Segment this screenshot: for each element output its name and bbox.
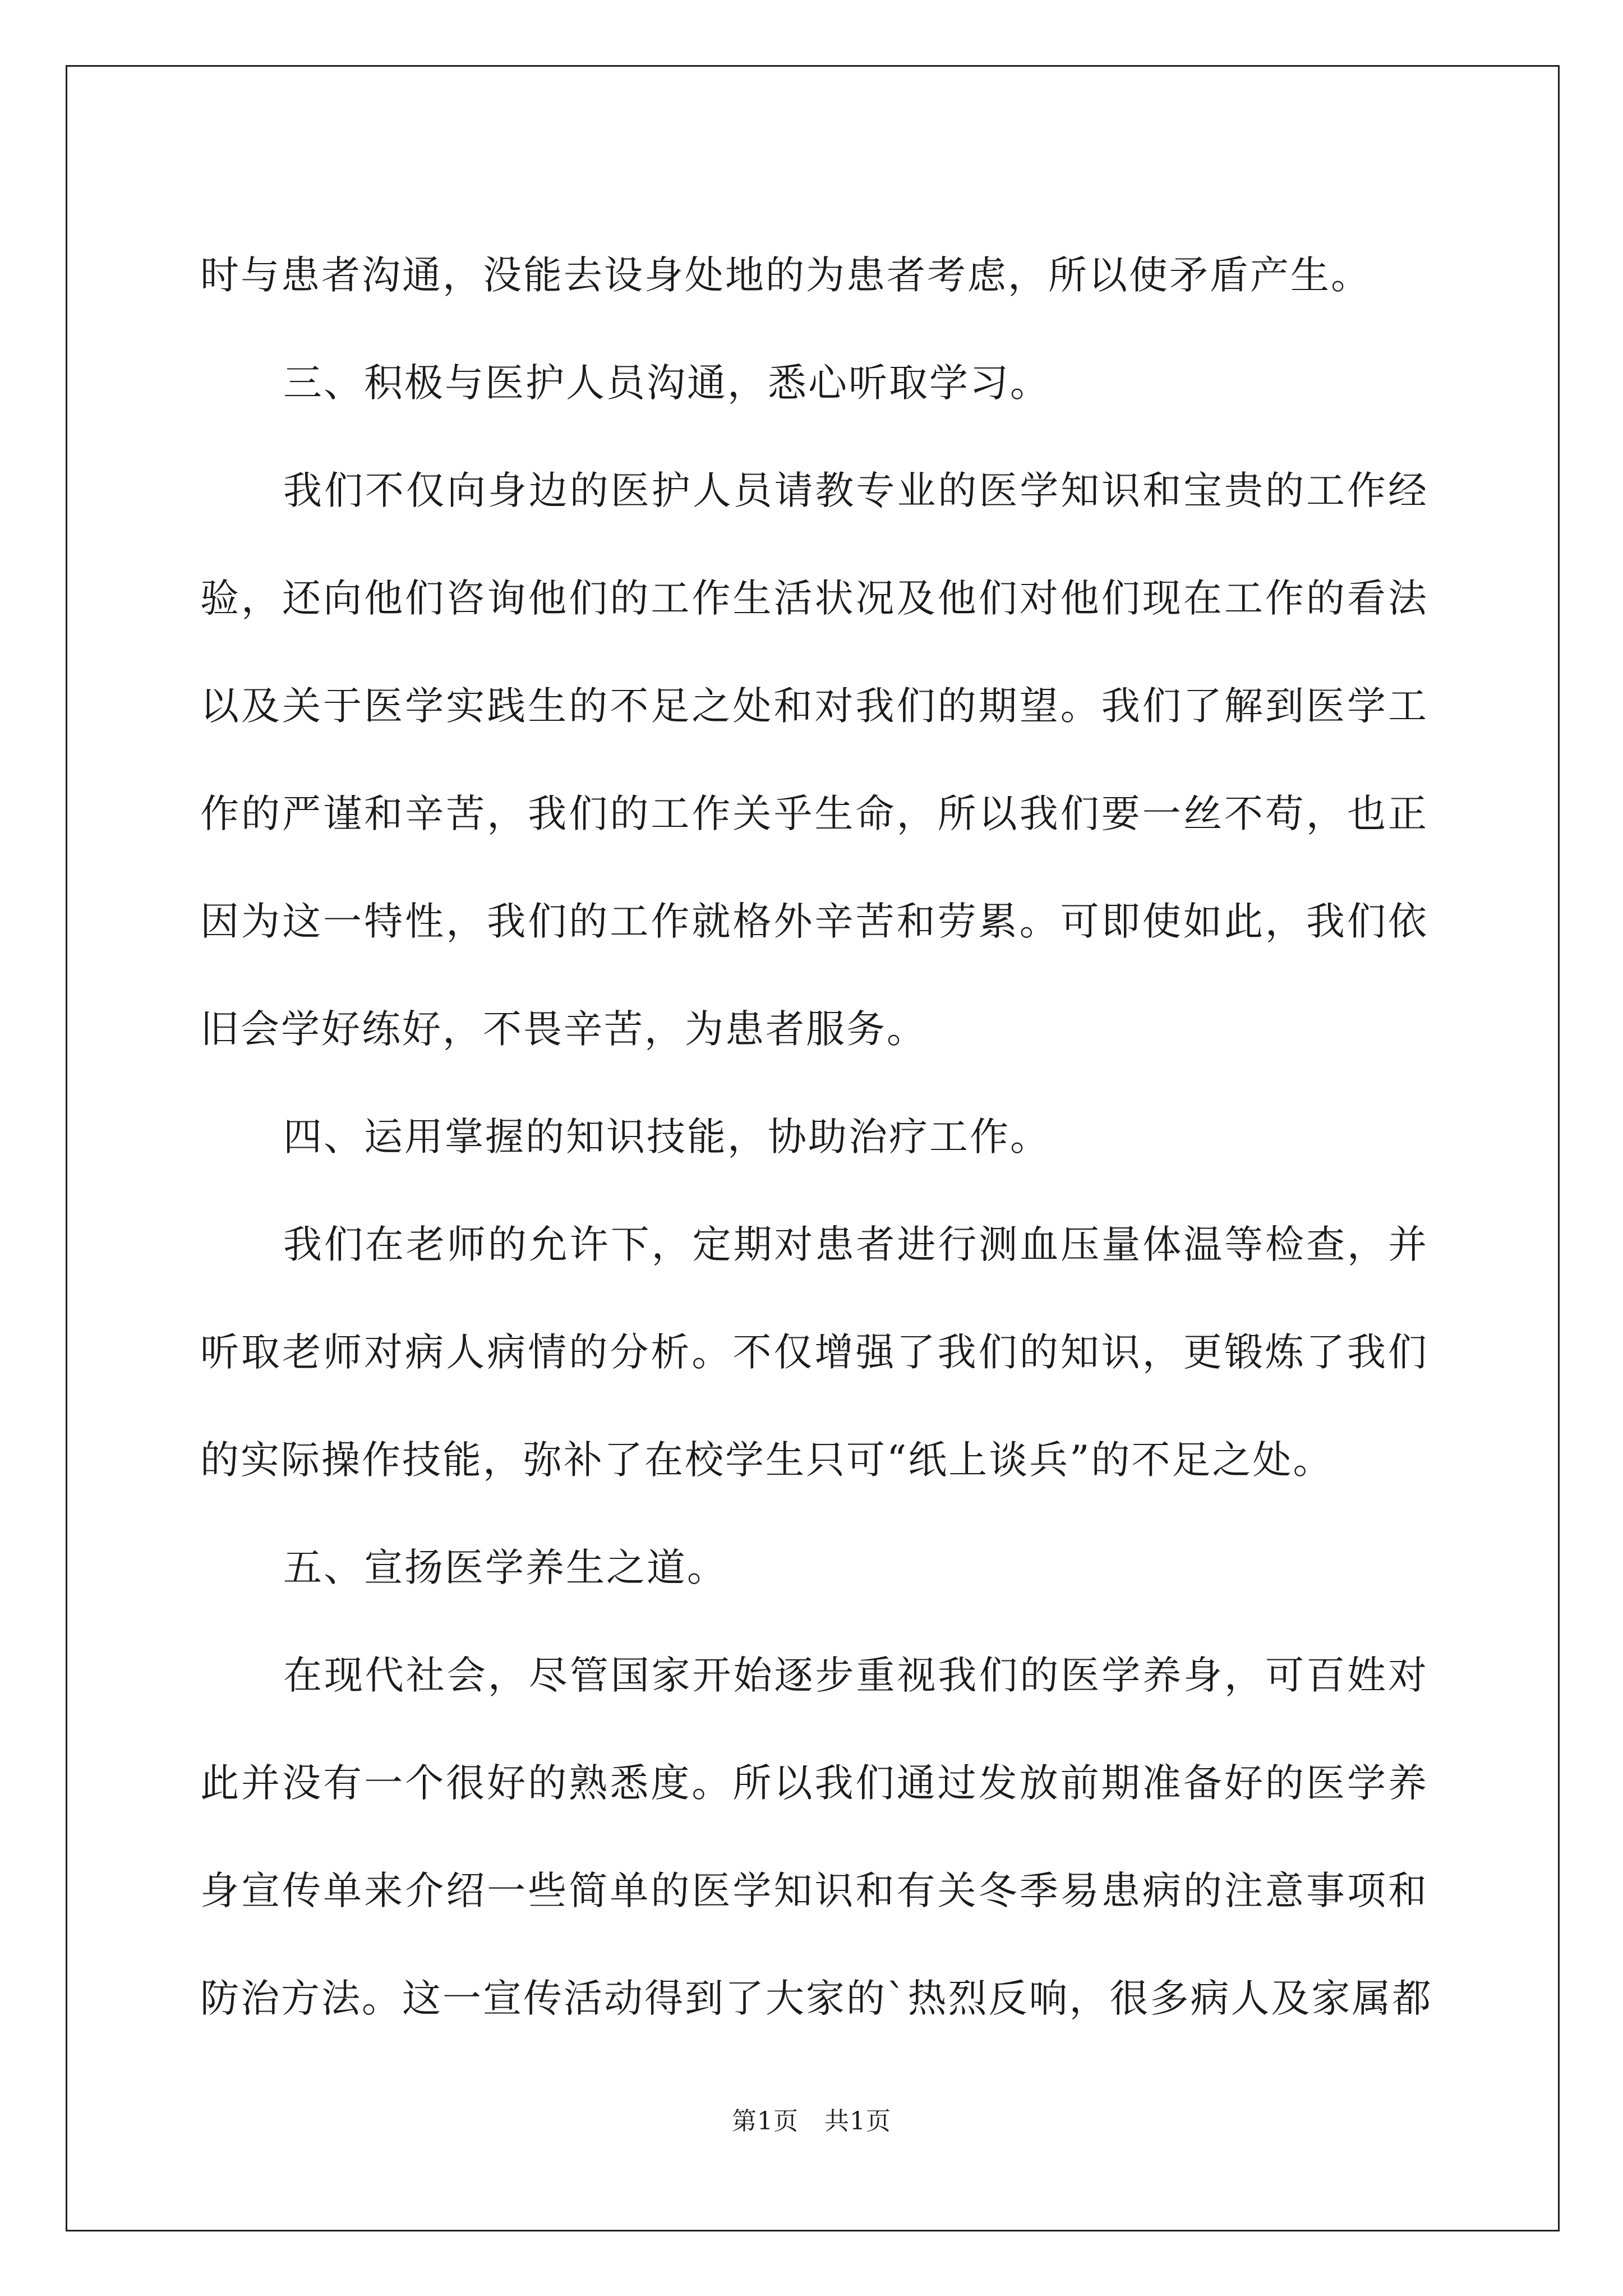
body-line: 以及关于医学实践生的不足之处和对我们的期望。我们了解到医学工 xyxy=(200,684,1428,729)
body-line: 的实际操作技能，弥补了在校学生只可“纸上谈兵”的不足之处。 xyxy=(200,1438,1334,1483)
body-line: 此并没有一个很好的熟悉度。所以我们通过发放前期准备好的医学养 xyxy=(200,1761,1428,1806)
body-line: 我们不仅向身边的医护人员请教专业的医学知识和宝贵的工作经 xyxy=(283,468,1428,513)
body-line: 防治方法。这一宣传活动得到了大家的`热烈反响，很多病人及家属都 xyxy=(200,1976,1433,2021)
body-line: 验，还向他们咨询他们的工作生活状况及他们对他们现在工作的看法 xyxy=(200,576,1428,621)
body-line: 作的严谨和辛苦，我们的工作关乎生命，所以我们要一丝不苟，也正 xyxy=(200,792,1428,836)
page-footer xyxy=(0,2101,1623,2137)
body-line: 身宣传单来介绍一些简单的医学知识和有关冬季易患病的注意事项和 xyxy=(200,1869,1428,1913)
page-total: 共1页 xyxy=(824,2107,891,2136)
body-line: 因为这一特性，我们的工作就格外辛苦和劳累。可即使如此，我们依 xyxy=(200,899,1428,944)
body-line: 在现代社会，尽管国家开始逐步重视我们的医学养身，可百姓对 xyxy=(283,1653,1428,1698)
body-line: 听取老师对病人病情的分析。不仅增强了我们的知识，更锻炼了我们 xyxy=(200,1330,1428,1375)
body-line: 旧会学好练好，不畏辛苦，为患者服务。 xyxy=(200,1007,927,1052)
section-heading: 三、积极与医护人员沟通，悉心听取学习。 xyxy=(283,361,1050,406)
page-number: 第1页 xyxy=(732,2107,799,2136)
section-heading: 四、运用掌握的知识技能，协助治疗工作。 xyxy=(283,1115,1050,1159)
document-body xyxy=(200,222,1433,2053)
body-line: 时与患者沟通，没能去设身处地的为患者考虑，所以使矛盾产生。 xyxy=(200,253,1371,298)
section-heading: 五、宣扬医学养生之道。 xyxy=(283,1545,727,1590)
body-line: 我们在老师的允许下，定期对患者进行测血压量体温等检查，并 xyxy=(283,1222,1428,1267)
